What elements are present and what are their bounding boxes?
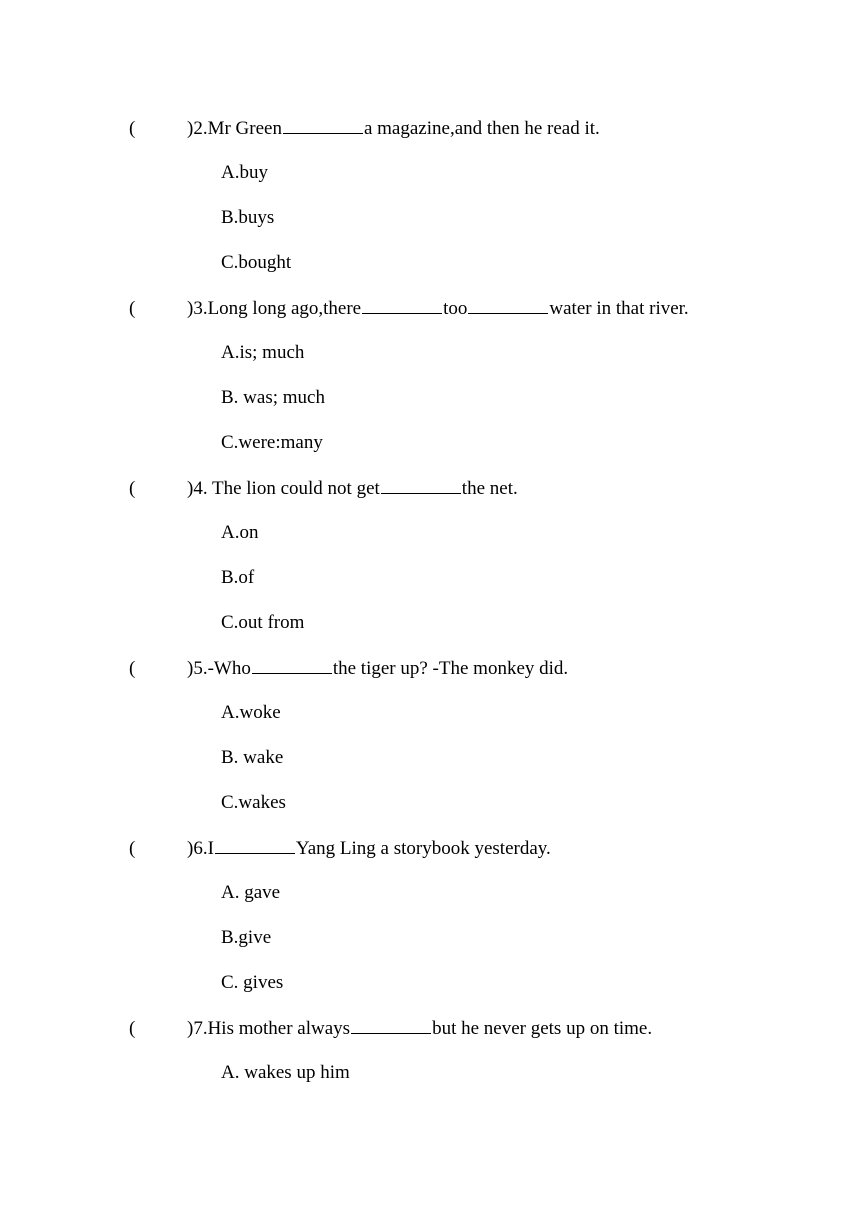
question-text-prefix: )5.-Who: [187, 658, 251, 679]
question-text-mid: Yang Ling a storybook yesterday.: [295, 838, 551, 859]
answer-paren[interactable]: (: [129, 658, 136, 679]
question-text-prefix: )3.Long long ago,there: [187, 298, 362, 319]
option-c: C.out from: [221, 612, 305, 633]
answer-paren[interactable]: (: [129, 298, 136, 319]
option-c: C. gives: [221, 972, 284, 993]
fill-blank[interactable]: [381, 476, 461, 494]
option-c: C.were:many: [221, 432, 323, 453]
answer-paren[interactable]: (: [129, 478, 136, 499]
option-a: A.on: [221, 522, 259, 543]
option-a: A.is; much: [221, 342, 305, 363]
option-b: B. wake: [221, 747, 284, 768]
question-6: [129, 836, 551, 861]
question-text-mid: the tiger up? -The monkey did.: [332, 658, 569, 679]
question-text-mid: the net.: [461, 478, 518, 499]
question-text-prefix: )4. The lion could not get: [187, 478, 380, 499]
question-text-prefix: )2.Mr Green: [187, 118, 282, 139]
option-b: B.of: [221, 567, 255, 588]
option-a: A. wakes up him: [221, 1062, 350, 1083]
option-c: C.wakes: [221, 792, 286, 813]
question-text-mid: a magazine,and then he read it.: [363, 118, 600, 139]
answer-paren[interactable]: (: [129, 118, 136, 139]
question-2: [129, 116, 600, 141]
question-text-suffix: water in that river.: [549, 298, 689, 319]
question-text-mid: too: [443, 298, 468, 319]
question-text-mid: but he never gets up on time.: [432, 1018, 653, 1039]
fill-blank[interactable]: [252, 656, 332, 674]
fill-blank[interactable]: [468, 296, 548, 314]
option-a: A.woke: [221, 702, 281, 723]
fill-blank[interactable]: [283, 116, 363, 134]
option-b: B.buys: [221, 207, 275, 228]
option-b: B.give: [221, 927, 272, 948]
question-7: [129, 1016, 652, 1041]
answer-paren[interactable]: (: [129, 1018, 136, 1039]
fill-blank[interactable]: [215, 836, 295, 854]
option-c: C.bought: [221, 252, 292, 273]
answer-paren[interactable]: (: [129, 838, 136, 859]
question-4: [129, 476, 518, 501]
question-text-prefix: )7.His mother always: [187, 1018, 351, 1039]
fill-blank[interactable]: [351, 1016, 431, 1034]
question-5: [129, 656, 568, 681]
option-a: A.buy: [221, 162, 268, 183]
fill-blank[interactable]: [362, 296, 442, 314]
option-b: B. was; much: [221, 387, 325, 408]
question-text-prefix: )6.I: [187, 838, 214, 859]
option-a: A. gave: [221, 882, 281, 903]
question-3: [129, 296, 689, 321]
